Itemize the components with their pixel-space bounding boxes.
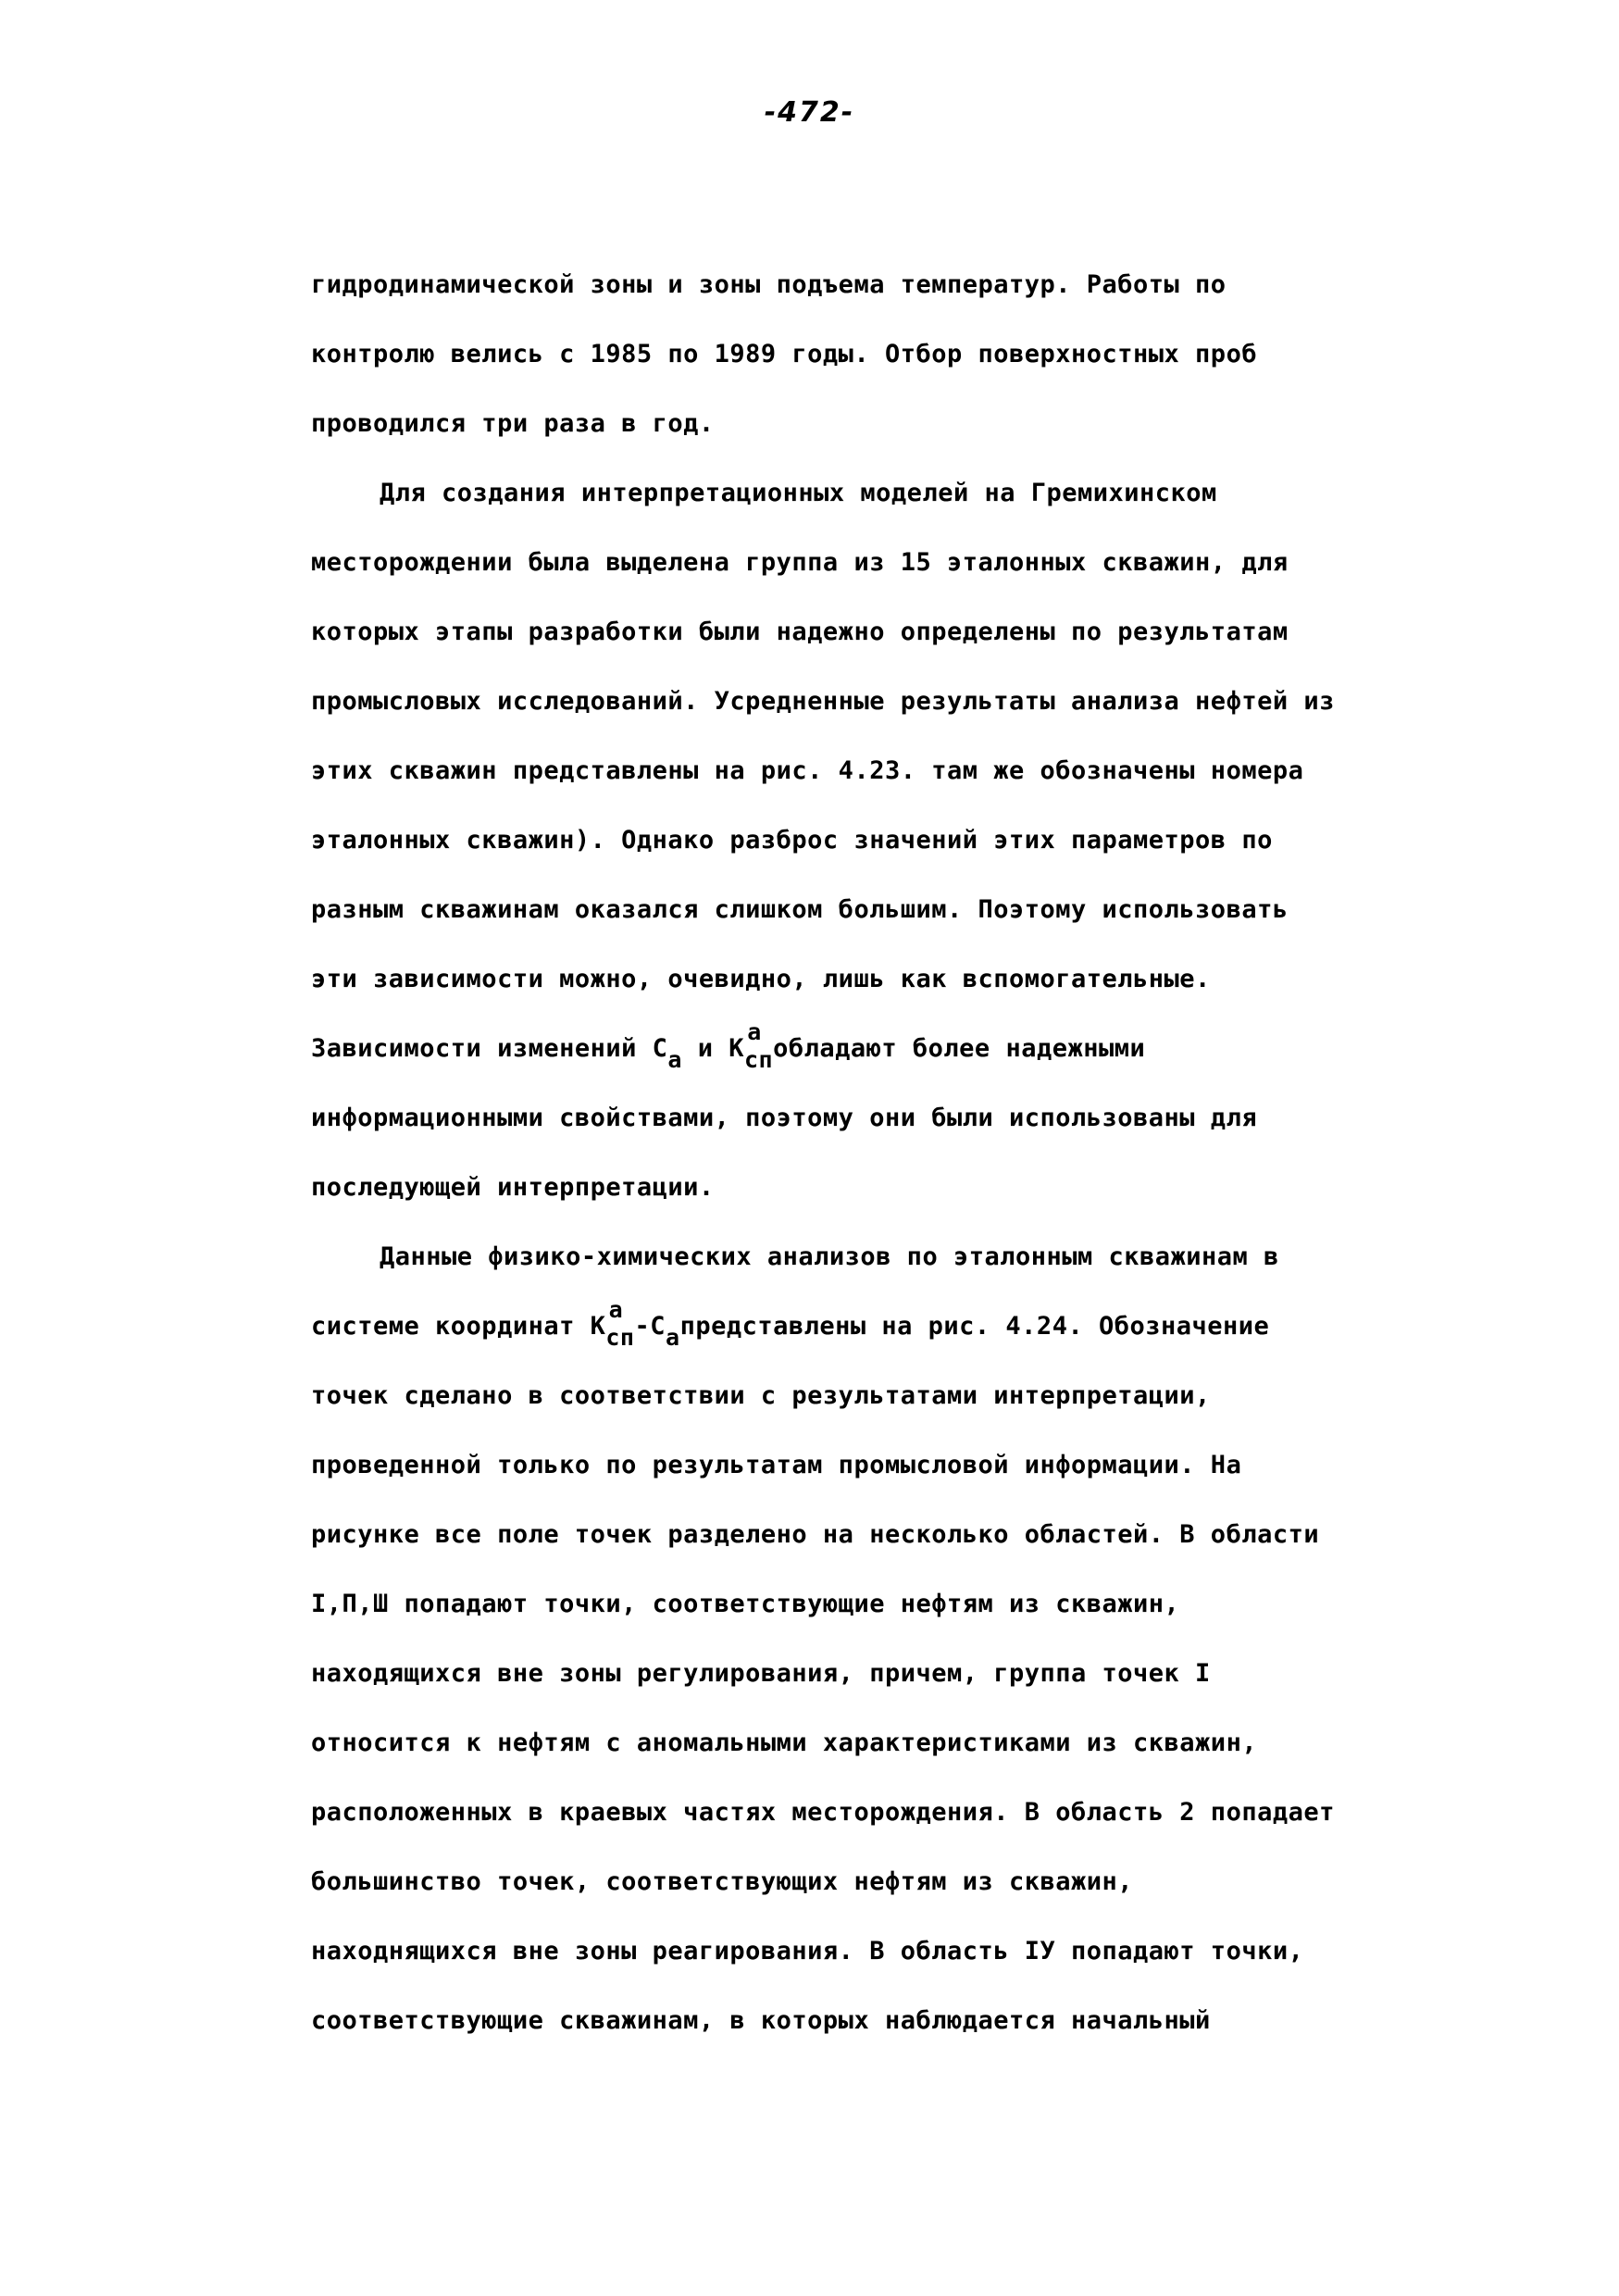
text-line: относится к нефтям с аномальными характеристиками из скважин,	[311, 1728, 1258, 1757]
text-line: находнящихся вне зоны реагирования. В область IУ попадают точки,	[311, 1937, 1304, 1965]
subscript-a: a	[667, 1046, 682, 1073]
formula-text: обладают более надежными	[773, 1034, 1146, 1063]
subscript-sp: сп	[744, 1046, 774, 1073]
text-line: разным скважинам оказался слишком большим. Поэтому использовать	[311, 895, 1289, 924]
formula-line	[311, 1018, 1146, 1073]
text-line: месторождении была выделена группа из 15 эталонных скважин, для	[311, 548, 1289, 577]
text-line: рисунке все поле точек разделено на несколько областей. В области	[311, 1520, 1320, 1549]
text-line: контролю велись с 1985 по 1989 годы. Отбор поверхностных проб	[311, 340, 1258, 368]
formula-text: представлены на рис. 4.24. Обозначение	[679, 1312, 1270, 1341]
text-line: проведенной только по результатам промысловой информации. На	[311, 1451, 1242, 1479]
symbol-dash-c: -C	[634, 1312, 666, 1341]
symbol-k	[590, 1296, 635, 1351]
text-line: последующей интерпретации.	[311, 1173, 715, 1202]
text-line: эталонных скважин). Однако разброс значений этих параметров по	[311, 826, 1273, 855]
text-line: находящихся вне зоны регулирования, причем, группа точек I	[311, 1659, 1211, 1688]
text-line: эти зависимости можно, очевидно, лишь как вспомогательные.	[311, 965, 1211, 993]
subscript-a: a	[666, 1324, 680, 1351]
superscript-a: a	[608, 1296, 624, 1323]
paragraph-start-line: Для создания интерпретационных моделей на Гремихинском	[380, 479, 1217, 507]
formula-line	[311, 1296, 1270, 1351]
text-line: этих скважин представлены на рис. 4.23. там же обозначены номера	[311, 756, 1304, 785]
symbol-k-letter: K	[729, 1034, 744, 1063]
text-line: I,П,Ш попадают точки, соответствующие нефтям из скважин,	[311, 1590, 1180, 1618]
formula-text: системе координат	[311, 1312, 591, 1341]
text-line: большинство точек, соответствующих нефтям из скважин,	[311, 1867, 1134, 1896]
text-line: точек сделано в соответствии с результатами интерпретации,	[311, 1381, 1211, 1410]
formula-text: и	[681, 1034, 729, 1063]
symbol-k	[729, 1018, 774, 1073]
text-line: расположенных в краевых частях месторождения. В область 2 попадает	[311, 1798, 1335, 1827]
text-line: соответствующие скважинам, в которых наблюдается начальный	[311, 2006, 1211, 2035]
text-line: гидродинамической зоны и зоны подъема температур. Работы по	[311, 270, 1227, 299]
text-line: которых этапы разработки были надежно определены по результатам	[311, 618, 1289, 646]
symbol-k-letter: K	[590, 1312, 606, 1341]
formula-text: Зависимости изменений	[311, 1034, 653, 1063]
text-line: промысловых исследований. Усредненные результаты анализа нефтей из	[311, 687, 1335, 716]
page-number: -472-	[764, 96, 855, 129]
text-line: проводился три раза в год.	[311, 409, 715, 438]
paragraph-start-line: Данные физико-химических анализов по эталонным скважинам в	[380, 1242, 1279, 1271]
superscript-a: a	[747, 1018, 762, 1045]
text-line: информационными свойствами, поэтому они были использованы для	[311, 1104, 1258, 1132]
symbol-c: C	[652, 1034, 668, 1063]
subscript-sp: сп	[605, 1324, 635, 1351]
